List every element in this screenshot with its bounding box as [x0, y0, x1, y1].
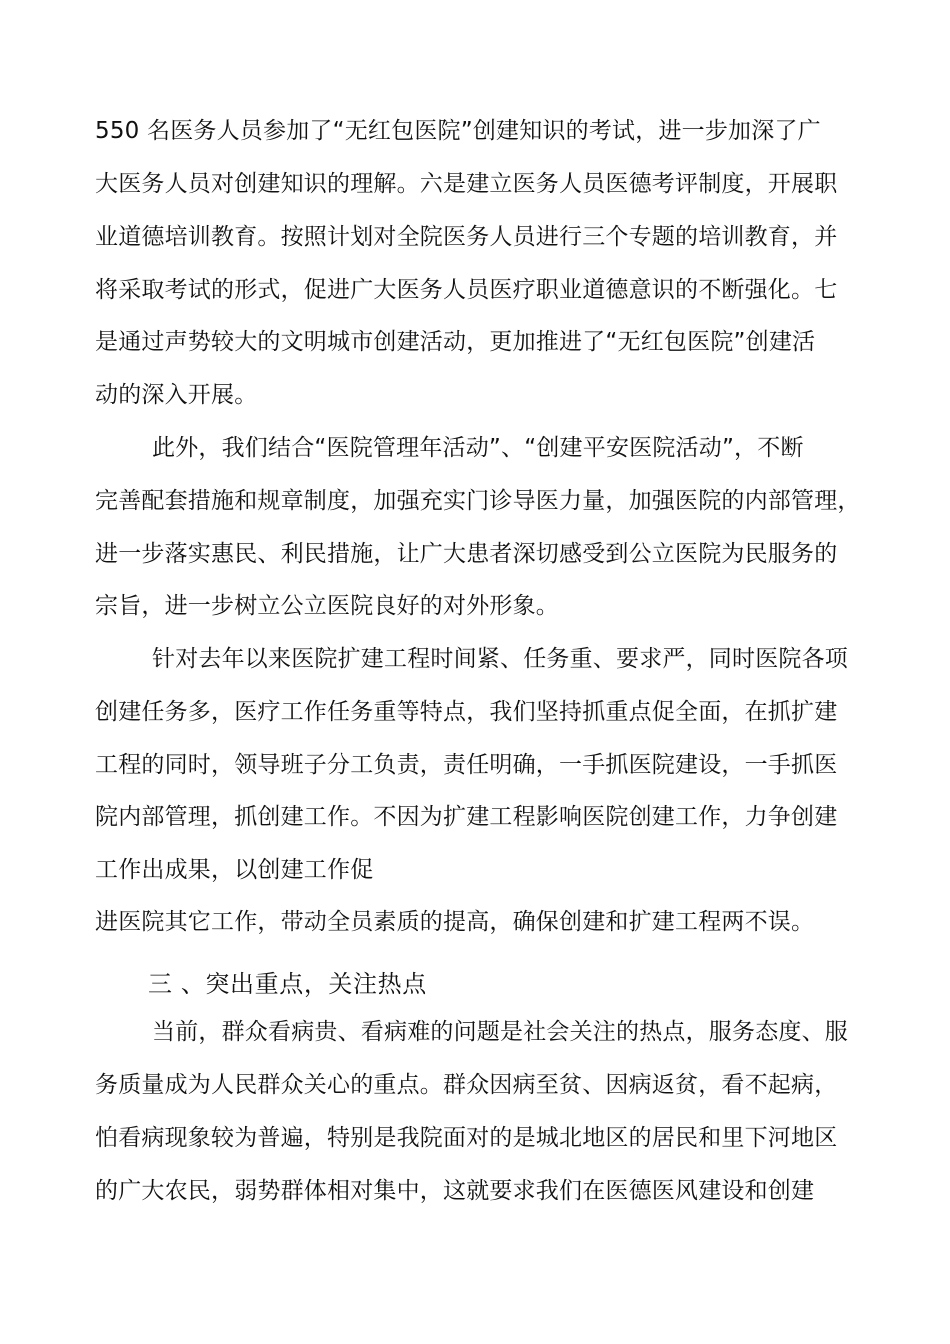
- section-heading: 三 、突出重点，关注热点: [148, 970, 427, 998]
- text-line: 工作出成果，以创建工作促: [95, 857, 374, 883]
- text-line: 550 名医务人员参加了“无红包医院”创建知识的考试，进一步加深了广: [95, 118, 821, 144]
- paragraph-first-line: 针对去年以来医院扩建工程时间紧、任务重、要求严，同时医院各项: [152, 646, 848, 672]
- text-line: 将采取考试的形式，促进广大医务人员医疗职业道德意识的不断强化。七: [95, 277, 838, 303]
- text-line: 创建任务多，医疗工作任务重等特点，我们坚持抓重点促全面，在抓扩建: [95, 699, 838, 725]
- text-line: 宗旨，进一步树立公立医院良好的对外形象。: [95, 593, 559, 619]
- text-line: 业道德培训教育。按照计划对全院医务人员进行三个专题的培训教育，并: [95, 224, 838, 250]
- paragraph-first-line: 此外，我们结合“医院管理年活动”、“创建平安医院活动”，不断: [152, 435, 804, 461]
- text-line: 进医院其它工作，带动全员素质的提高，确保创建和扩建工程两不误。: [95, 909, 815, 935]
- text-line: 完善配套措施和规章制度，加强充实门诊导医力量，加强医院的内部管理，: [95, 488, 861, 514]
- text-line: 进一步落实惠民、利民措施，让广大患者深切感受到公立医院为民服务的: [95, 541, 838, 567]
- text-line: 的广大农民，弱势群体相对集中，这就要求我们在医德医风建设和创建: [95, 1178, 815, 1204]
- text-line: 怕看病现象较为普遍，特别是我院面对的是城北地区的居民和里下河地区: [95, 1125, 838, 1151]
- text-line: 工程的同时，领导班子分工负责，责任明确，一手抓医院建设，一手抓医: [95, 752, 838, 778]
- text-line: 动的深入开展。: [95, 382, 258, 408]
- text-line: 大医务人员对创建知识的理解。六是建立医务人员医德考评制度，开展职: [95, 171, 838, 197]
- paragraph-first-line: 当前，群众看病贵、看病难的问题是社会关注的热点，服务态度、服: [152, 1019, 848, 1045]
- text-line: 务质量成为人民群众关心的重点。群众因病至贫、因病返贫，看不起病，: [95, 1072, 838, 1098]
- text-line: 院内部管理，抓创建工作。不因为扩建工程影响医院创建工作，力争创建: [95, 804, 838, 830]
- text-line: 是通过声势较大的文明城市创建活动，更加推进了“无红包医院”创建活: [95, 329, 816, 355]
